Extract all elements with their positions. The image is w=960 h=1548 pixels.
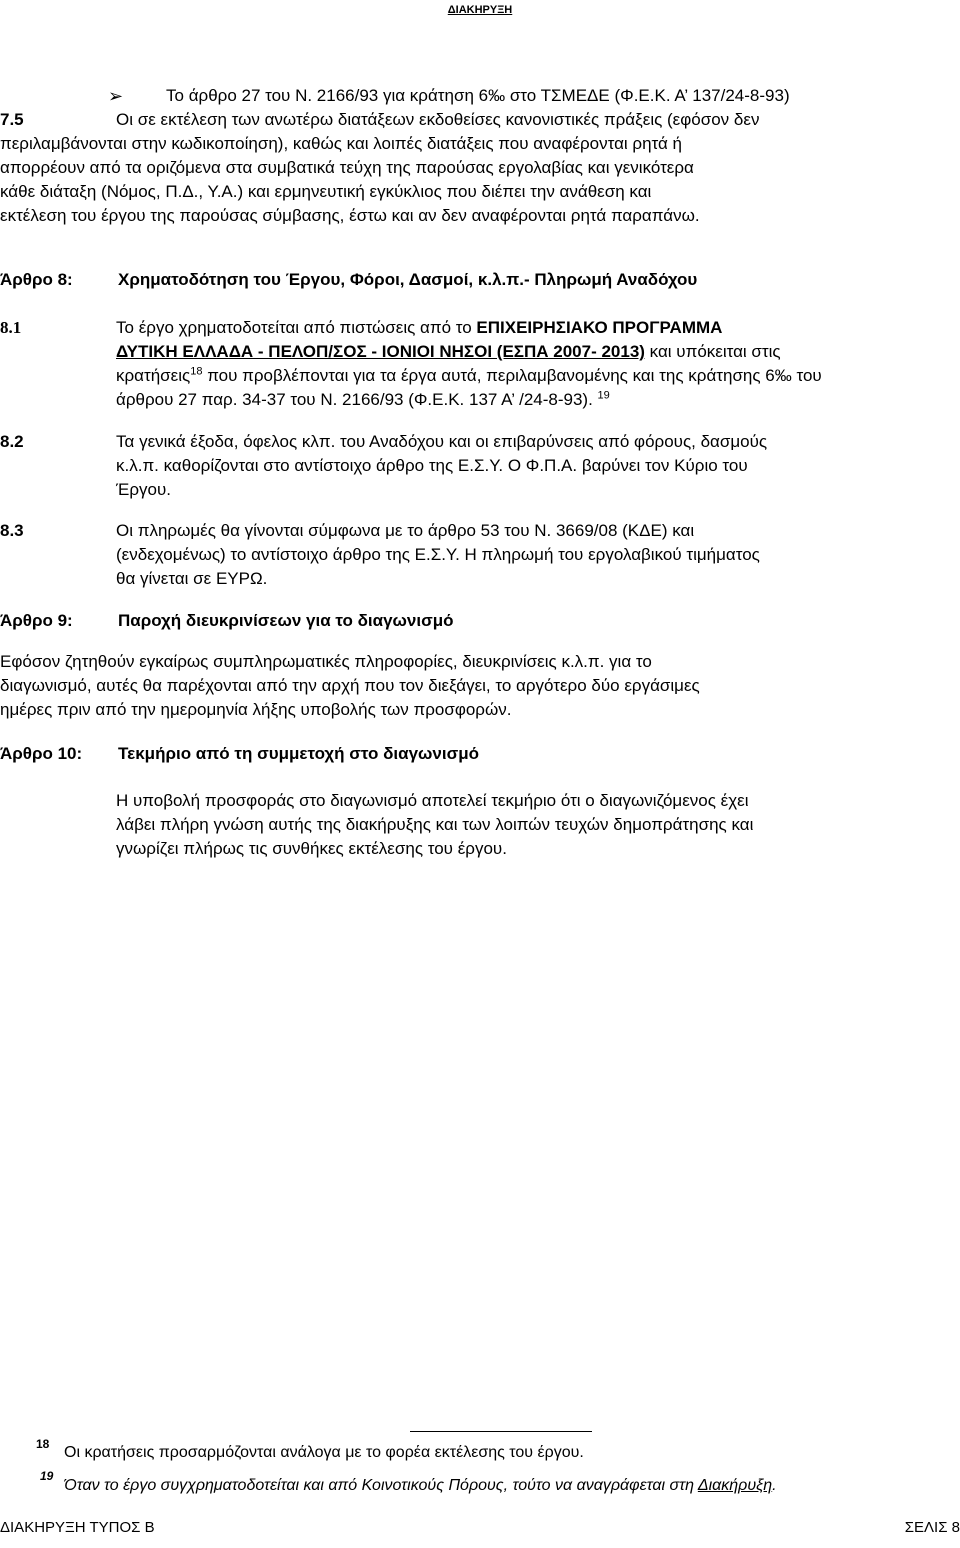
paragraph-line: ημέρες πριν από την ημερομηνία λήξης υποβολής των προσφορών. <box>0 700 512 719</box>
arrow-bullet-icon: ➢ <box>108 86 124 106</box>
paragraph-line <box>116 388 610 412</box>
section-number: 7.5 <box>0 110 24 129</box>
footer-page-number: ΣΕΛΙΣ 8 <box>904 1519 960 1536</box>
footnote-mark: 19 <box>40 1469 54 1483</box>
footnote-link[interactable]: Διακήρυξη <box>697 1477 773 1494</box>
paragraph-line: Έργου. <box>116 480 171 499</box>
paragraph-line: γνωρίζει πλήρως τις συνθήκες εκτέλεσης του έργου. <box>116 839 507 858</box>
article-label: Άρθρο 8: <box>0 270 73 289</box>
footnote-ref[interactable]: 18 <box>190 365 203 378</box>
paragraph-line: διαγωνισμό, αυτές θα παρέχονται από την αρχή που τον διεξάγει, το αργότερο δύο εργάσιμες <box>0 676 700 695</box>
section-number: 8.2 <box>0 432 24 451</box>
running-header: ΔΙΑΚΗΡΥΞΗ <box>447 4 513 16</box>
program-name: ΕΠΙΧΕΙΡΗΣΙΑΚΟ ΠΡΟΓΡΑΜΜΑ <box>476 318 723 337</box>
footnote-ref[interactable]: 19 <box>597 389 610 402</box>
paragraph-line: απορρέουν από τα οριζόμενα στα συμβατικά τεύχη της παρούσας εργολαβίας και γενικότερα <box>0 158 694 177</box>
article-title: Χρηματοδότηση του Έργου, Φόροι, Δασμοί, κ.λ.π.- Πληρωμή Αναδόχου <box>118 270 698 289</box>
paragraph-line: κ.λ.π. καθορίζονται στο αντίστοιχο άρθρο της Ε.Σ.Υ. Ο Φ.Π.Α. βαρύνει τον Κύριο του <box>116 456 748 475</box>
section-number: 8.1 <box>0 318 22 337</box>
funding-text: και υπόκειται στις <box>644 342 781 361</box>
paragraph-line: (ενδεχομένως) το αντίστοιχο άρθρο της Ε.Σ.Υ. Η πληρωμή του εργολαβικού τιμήματος <box>116 545 760 564</box>
footnote-separator <box>410 1431 592 1432</box>
funding-text: Το έργο χρηματοδοτείται από πιστώσεις από το <box>116 318 477 337</box>
bullet-text: Το άρθρο 27 του Ν. 2166/93 για κράτηση 6‰ στο ΤΣΜΕΔΕ (Φ.Ε.Κ. Α’ 137/24-8-93) <box>166 86 790 105</box>
funding-text: που προβλέπονται για τα έργα αυτά, περιλαμβανομένης και της κράτησης 6‰ του <box>202 366 822 385</box>
paragraph-line: εκτέλεση του έργου της παρούσας σύμβασης, έστω και αν δεν αναφέρονται ρητά παραπάνω. <box>0 206 700 225</box>
footnote-text: Οι κρατήσεις προσαρμόζονται ανάλογα με το φορέα εκτέλεσης του έργου. <box>64 1444 584 1461</box>
footnote-text-body: Όταν το έργο συγχρηματοδοτείται και από Κοινοτικούς Πόρους, τούτο να αναγράφεται στη <box>64 1477 698 1494</box>
footnote-mark: 18 <box>36 1437 50 1451</box>
article-label: Άρθρο 9: <box>0 611 73 630</box>
paragraph-line: Τα γενικά έξοδα, όφελος κλπ. του Αναδόχου και οι επιβαρύνσεις από φόρους, δασμούς <box>116 432 768 451</box>
program-region: ΔΥΤΙΚΗ ΕΛΛΑΔΑ - ΠΕΛΟΠ/ΣΟΣ - ΙΟΝΙΟΙ ΝΗΣΟΙ (ΕΣΠΑ 2007- 2013) <box>116 342 645 361</box>
paragraph-line: Οι σε εκτέλεση των ανωτέρω διατάξεων εκδοθείσες κανονιστικές πράξεις (εφόσον δεν <box>116 110 760 129</box>
footnote-text-end: . <box>772 1477 777 1494</box>
paragraph-line <box>116 340 781 364</box>
footnote-text <box>64 1474 777 1498</box>
article-title: Παροχή διευκρινίσεων για το διαγωνισμό <box>118 611 454 630</box>
paragraph-line: Εφόσον ζητηθούν εγκαίρως συμπληρωματικές πληροφορίες, διευκρινίσεις κ.λ.π. για το <box>0 652 652 671</box>
funding-text: άρθρου 27 παρ. 34-37 του Ν. 2166/93 (Φ.Ε.Κ. 137 Α’ /24-8-93). <box>116 390 593 409</box>
article-label: Άρθρο 10: <box>0 744 83 763</box>
funding-text: κρατήσεις <box>116 366 191 385</box>
paragraph-line: Η υποβολή προσφοράς στο διαγωνισμό αποτελεί τεκμήριο ότι ο διαγωνιζόμενος έχει <box>116 791 749 810</box>
paragraph-line: Οι πληρωμές θα γίνονται σύμφωνα με το άρθρο 53 του Ν. 3669/08 (ΚΔΕ) και <box>116 521 695 540</box>
paragraph-line <box>116 364 822 388</box>
section-number: 8.3 <box>0 521 24 540</box>
paragraph-line <box>116 316 722 340</box>
paragraph-line: κάθε διάταξη (Νόμος, Π.Δ., Υ.Α.) και ερμηνευτική εγκύκλιος που διέπει την ανάθεση και <box>0 182 652 201</box>
footer-left: ΔΙΑΚΗΡΥΞΗ ΤΥΠΟΣ Β <box>0 1519 155 1536</box>
paragraph-line: θα γίνεται σε ΕΥΡΩ. <box>116 569 268 588</box>
article-title: Τεκμήριο από τη συμμετοχή στο διαγωνισμό <box>118 744 479 763</box>
paragraph-line: περιλαμβάνονται στην κωδικοποίηση), καθώς και λοιπές διατάξεις που αναφέρονται ρητά ή <box>0 134 683 153</box>
paragraph-line: λάβει πλήρη γνώση αυτής της διακήρυξης και των λοιπών τευχών δημοπράτησης και <box>116 815 754 834</box>
